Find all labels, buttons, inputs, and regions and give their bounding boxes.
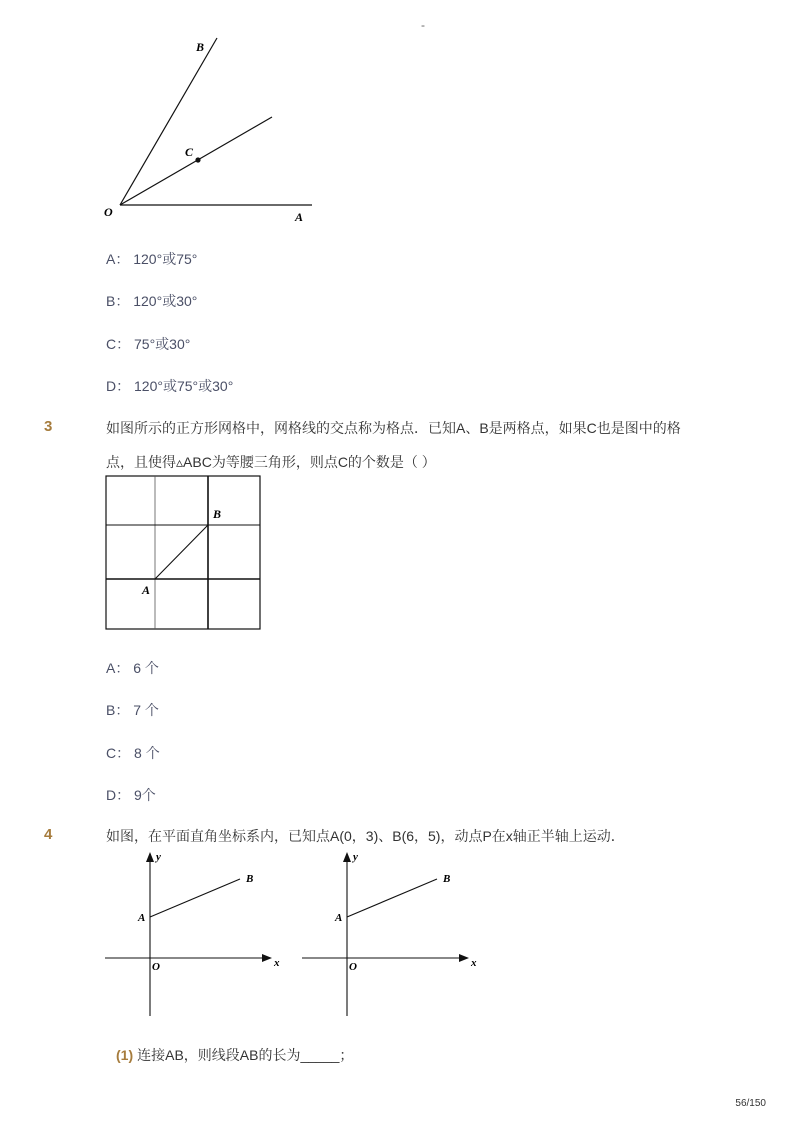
label-a: A (295, 210, 304, 224)
q3-grid-figure (105, 475, 262, 631)
label-b: B (196, 40, 205, 54)
origin-label: O (152, 961, 160, 973)
label-c: C (185, 145, 194, 159)
segment-ab (155, 525, 208, 579)
page-number: 56/150 (735, 1098, 766, 1109)
subquestion-text: 连接AB，则线段AB的长为_____； (137, 1047, 354, 1063)
q4-text: 如图，在平面直角坐标系内，已知点A(0，3)、B(6，5)，动点P在x轴正半轴上运动． (106, 828, 625, 844)
q3-text-line2: 点，且使得▵ABC为等腰三角形，则点C的个数是（ ） (106, 454, 436, 470)
segment-ab (347, 879, 437, 917)
q3-text-line1: 如图所示的正方形网格中，网格线的交点称为格点．已知A、B是两格点，如果C也是图中的格 (106, 420, 681, 436)
header-mark: - (421, 18, 425, 32)
label-o: O (104, 205, 113, 219)
q4-number: 4 (44, 826, 53, 843)
q4-coordinate-figure-left (100, 848, 290, 1018)
q2-option-d[interactable]: D： 120°或75°或30° (106, 378, 234, 394)
ray-ob (120, 38, 217, 205)
q4-subquestion-1 (116, 1045, 353, 1065)
q3-option-b[interactable]: B： 7 个 (106, 702, 159, 718)
q3-option-a[interactable]: A： 6 个 (106, 660, 159, 676)
q2-option-a[interactable]: A： 120°或75° (106, 251, 198, 267)
q2-angle-figure (100, 35, 320, 230)
q3-number: 3 (44, 418, 53, 435)
grid-label-b: B (213, 507, 222, 521)
point-c (195, 157, 200, 162)
q3-option-c[interactable]: C： 8 个 (106, 745, 160, 761)
point-label-a: A (138, 912, 146, 924)
q4-coordinate-figure-right (297, 848, 487, 1018)
q2-option-b[interactable]: B： 120°或30° (106, 293, 198, 309)
axis-label-x: x (274, 957, 280, 969)
point-label-b: B (443, 873, 451, 885)
axis-label-y: y (156, 851, 161, 863)
axis-label-x: x (471, 957, 477, 969)
segment-ab (150, 879, 240, 917)
subquestion-number: (1) (116, 1047, 134, 1063)
point-label-b: B (246, 873, 254, 885)
q3-option-d[interactable]: D： 9个 (106, 787, 156, 803)
grid-label-a: A (142, 583, 151, 597)
point-label-a: A (335, 912, 343, 924)
axis-label-y: y (353, 851, 358, 863)
q2-option-c[interactable]: C： 75°或30° (106, 336, 191, 352)
origin-label: O (349, 961, 357, 973)
